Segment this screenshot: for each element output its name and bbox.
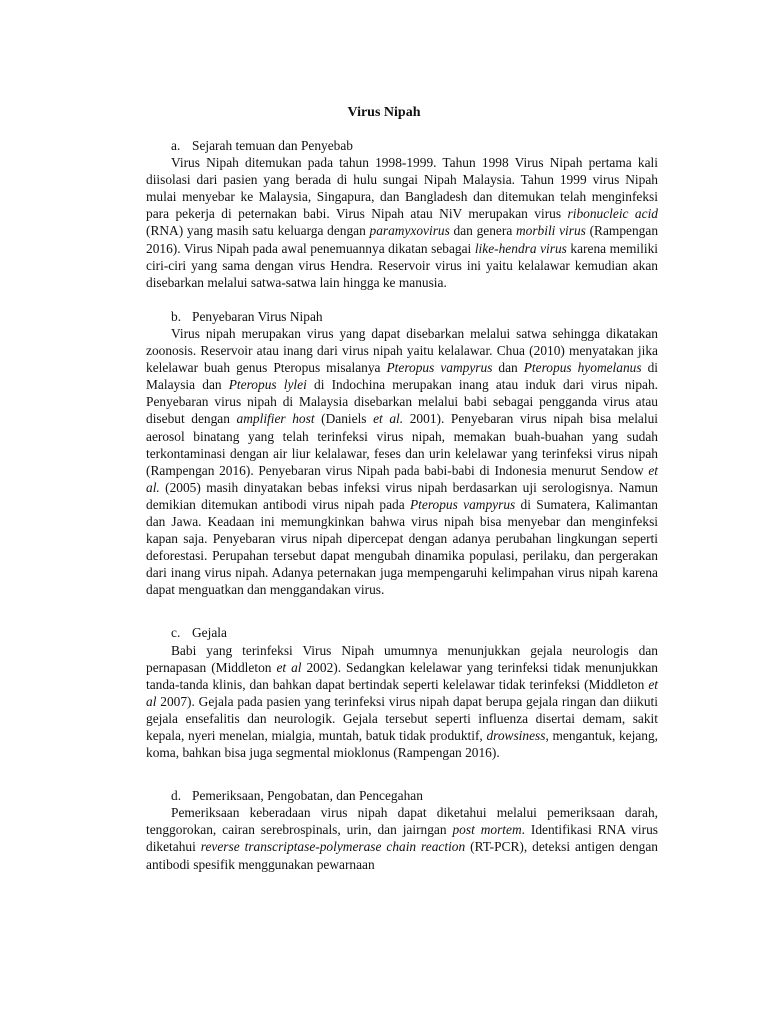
section-marker: a. bbox=[171, 138, 181, 153]
section-spacer bbox=[146, 291, 658, 308]
section-heading-text: Penyebaran Virus Nipah bbox=[192, 308, 323, 324]
italic-text-run: ribonucleic acid bbox=[567, 206, 658, 222]
italic-text-run: et al bbox=[146, 676, 658, 709]
section-marker: d. bbox=[171, 788, 182, 804]
section-spacer bbox=[146, 761, 658, 787]
italic-text-run: morbili virus bbox=[515, 223, 586, 239]
italic-text-run: paramyxovirus bbox=[369, 223, 450, 239]
italic-text-run: Pteropus vampyrus bbox=[409, 496, 516, 512]
section-marker: c. bbox=[171, 625, 181, 641]
italic-text-run: amplifier host bbox=[236, 411, 315, 427]
text-run: Pemeriksaan keberadaan virus nipah dapat diketahui melalui pemeriksaan darah, tenggorokan, cairan serebrospinals, urin, dan jairngan bbox=[146, 805, 658, 838]
section-paragraph-b bbox=[146, 325, 658, 599]
text-run: Virus nipah merupakan virus yang dapat disebarkan melalui satwa sehingga dikatakan zoonosis. Reservoir atau inang dari virus nipah yaitu kelalawar. Chua (2010) menyatakan jika kelelawar buah genus Pteropus misalanya bbox=[146, 325, 658, 376]
text-run: Virus Nipah ditemukan pada tahun 1998-1999. Tahun 1998 Virus Nipah pertama kali diisolasi dari pasien yang berada di hulu sungai Nipah Malaysia. Tahun 1999 virus Nipah mulai menyebar ke Malaysia, Singapura, dan Bangladesh dan ditemukan telah menginfeksi para pekerja di peternakan babi. Virus Nipah atau NiV merupakan virus bbox=[146, 155, 658, 222]
italic-text-run: reverse transcriptase-polymerase chain reaction bbox=[200, 839, 466, 855]
section-marker: b. bbox=[171, 308, 182, 324]
text-run: (RNA) yang masih satu keluarga dengan bbox=[146, 223, 370, 239]
section-heading-text: Gejala bbox=[192, 625, 227, 641]
section-heading-c bbox=[146, 624, 658, 641]
text-run: 2007). Gejala pada pasien yang terinfeksi virus nipah dapat berupa gejala ringan dan diikuti gejala ensefalitis dan neurologik. Gejala tersebut seperti influenza disertai demam, sakit kepala, nyeri menelan, mialgia, muntah, batuk tidak produktif, bbox=[146, 693, 658, 743]
italic-text-run: Pteropus vampyrus bbox=[386, 360, 493, 376]
section-paragraph-c bbox=[146, 642, 658, 762]
text-run: 2002). Sedangkan kelelawar yang terinfeksi tidak menunjukkan tanda-tanda klinis, dan bahkan dapat bertindak seperti kelelawar tidak terinfeksi (Middleton bbox=[146, 659, 658, 692]
section-heading-text: Pemeriksaan, Pengobatan, dan Pencegahan bbox=[192, 788, 423, 804]
text-run: karena memiliki ciri-ciri yang sama dengan virus Hendra. Reservoir virus ini yaitu kelalawar kemudian akan disebarkan melalui satwa-satwa lain hingga ke manusia. bbox=[146, 240, 658, 290]
text-run: (Daniels bbox=[314, 411, 374, 427]
text-run: (RT-PCR), deteksi antigen dengan antibodi spesifik menggunakan pewarnaan bbox=[146, 839, 658, 872]
text-run: (2005) masih dinyatakan bebas infeksi virus nipah berdasarkan uji serologisnya. Namun demikian ditemukan antibodi virus nipah pada bbox=[146, 479, 658, 512]
text-run: , mengantuk, kejang, koma, bahkan bisa juga segmental mioklonus (Rampengan 2016). bbox=[146, 728, 659, 761]
document-title: Virus Nipah bbox=[347, 105, 421, 120]
text-run: . Identifikasi RNA virus diketahui bbox=[146, 822, 658, 855]
text-run: (Rampengan 2016). Virus Nipah pada awal penemuannya dikatan sebagai bbox=[146, 223, 659, 256]
text-run: di Malaysia dan bbox=[146, 360, 658, 393]
text-run: di Sumatera, Kalimantan dan Jawa. Keadaan ini memungkinkan bahwa virus nipah bisa menyebar dan menginfeksi kapan saja. Penyebaran virus nipah dipercepat dengan adanya perubahan lingkungan seperti deforestasi. Perupahan tersebut dapat mengubah dinamika populasi, perilaku, dan pergerakan dari inang virus nipah. Adanya peternakan juga mempengaruhi kelimpahan virus nipah karena dapat menguatkan dan menggandakan virus. bbox=[146, 496, 658, 598]
section-paragraph-a bbox=[146, 154, 658, 291]
italic-text-run: like-hendra virus bbox=[474, 240, 567, 256]
italic-text-run: et al bbox=[276, 659, 302, 675]
italic-text-run: et al. bbox=[373, 411, 404, 427]
section-paragraph-d bbox=[146, 804, 658, 872]
section-spacer bbox=[146, 598, 658, 624]
text-run: dan genera bbox=[449, 223, 516, 239]
document-body bbox=[146, 137, 658, 873]
text-run: di Indochina merupakan inang atau induk dari virus nipah. Penyebaran virus nipah di Malaysia disebarkan melalui babi sebagai pengganda virus atau disebut dengan bbox=[146, 377, 659, 427]
text-run: dan bbox=[492, 360, 524, 376]
text-run: 2001). Penyebaran virus nipah bisa melalui aerosol binatang yang telah terinfeksi virus nipah, memakan buah-buahan yang sudah terkontaminasi dengan air liur kelalawar, feses dan urin kelelawar yang terinfeksi virus nipah (Rampengan 2016). Penyebaran virus Nipah pada babi-babi di Indonesia menurut Sendow bbox=[146, 411, 658, 478]
italic-text-run: Pteropus lylei bbox=[228, 377, 307, 393]
italic-text-run: et al. bbox=[146, 462, 658, 495]
section-heading-d bbox=[146, 787, 658, 804]
section-heading-b bbox=[146, 308, 658, 325]
italic-text-run: drowsiness bbox=[486, 728, 546, 743]
text-run: Babi yang terinfeksi Virus Nipah umumnya menunjukkan gejala neurologis dan pernapasan (Middleton bbox=[146, 642, 658, 675]
section-heading-text: Sejarah temuan dan Penyebab bbox=[192, 138, 354, 153]
italic-text-run: post mortem bbox=[452, 822, 522, 838]
section-heading-a bbox=[146, 137, 658, 154]
italic-text-run: Pteropus hyomelanus bbox=[523, 360, 642, 376]
